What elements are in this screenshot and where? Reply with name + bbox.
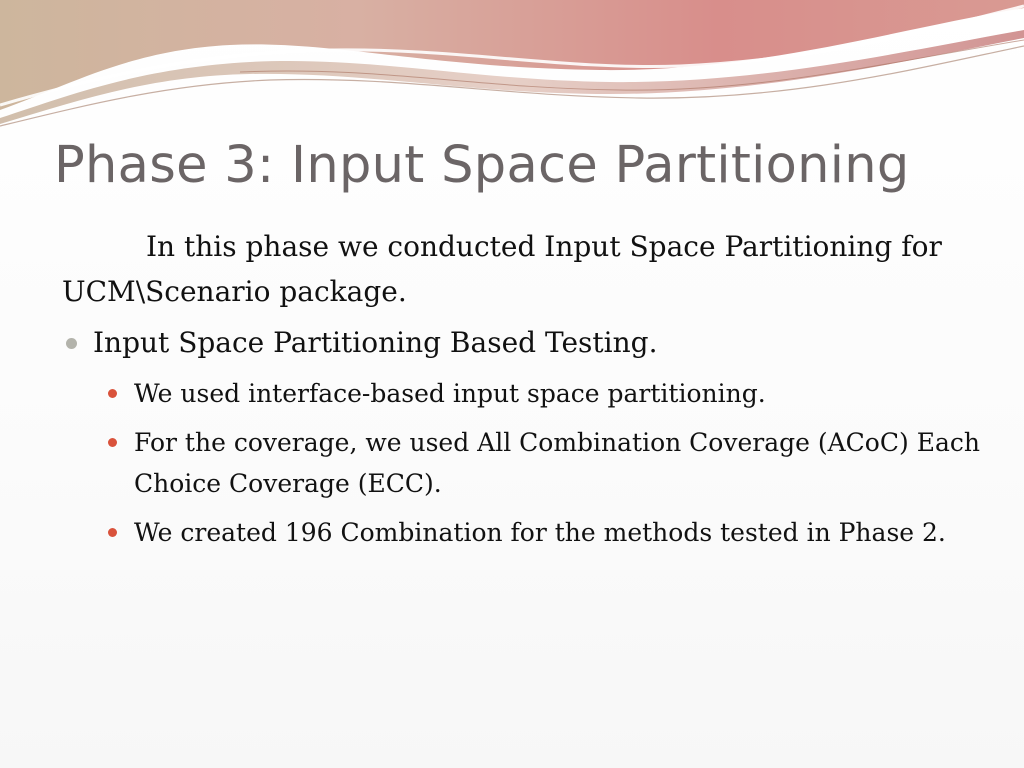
bullet-item bbox=[62, 322, 657, 364]
slide-title: Phase 3: Input Space Partitioning bbox=[54, 136, 910, 195]
sub-bullet-dot-icon bbox=[108, 438, 117, 447]
sub-bullet-text: We used interface-based input space partitioning. bbox=[134, 379, 766, 408]
sub-bullet-item bbox=[106, 512, 986, 553]
bullet-text: Input Space Partitioning Based Testing. bbox=[93, 326, 658, 359]
sub-bullet-dot-icon bbox=[108, 528, 117, 537]
bullet-dot-icon bbox=[66, 338, 77, 349]
sub-bullet-item bbox=[106, 373, 986, 414]
sub-bullet-text: We created 196 Combination for the methods tested in Phase 2. bbox=[134, 518, 946, 547]
intro-paragraph: In this phase we conducted Input Space Partitioning for UCM\Scenario package. bbox=[62, 230, 942, 308]
decorative-header-swoosh bbox=[0, 0, 1024, 130]
sub-bullet-text: For the coverage, we used All Combination Coverage (ACoC) Each Choice Coverage (ECC). bbox=[134, 428, 980, 498]
sub-bullet-item bbox=[106, 422, 986, 504]
sub-bullet-dot-icon bbox=[108, 389, 117, 398]
